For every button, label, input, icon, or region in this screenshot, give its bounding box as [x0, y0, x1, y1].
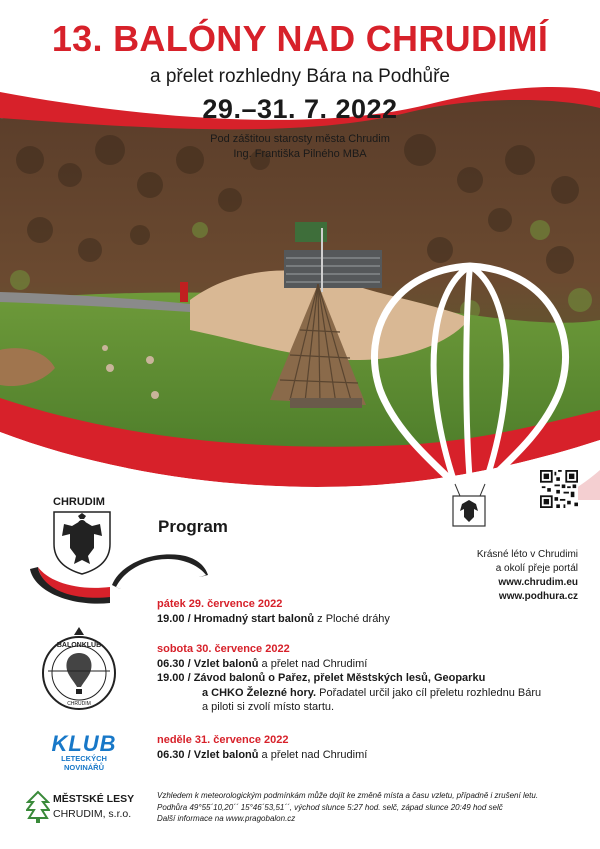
footnote — [157, 790, 587, 825]
portal-link-chrudim[interactable]: www.chrudim.eu — [498, 577, 578, 588]
patronage-line-2: Ing. Františka Pilného MBA — [233, 148, 367, 160]
swirl-decoration — [30, 545, 210, 605]
event-title: 13. BALÓNY NAD CHRUDIMÍ — [51, 18, 549, 59]
klub-logo — [48, 733, 120, 772]
footnote-line-1: Vzhledem k meteorologickým podmínkám může dojít ke změně místa a času vzletu, případně i zrušení letu. — [157, 791, 539, 800]
city-label: CHRUDIM — [53, 496, 105, 508]
patronage — [0, 132, 600, 162]
lesy-line-1: MĚSTSKÉ LESY — [53, 793, 135, 805]
portal-line-2: a okolí přeje portál — [495, 563, 578, 574]
footnote-line-3: Další informace na www.pragobalon.cz — [157, 814, 296, 823]
event-subtitle: a přelet rozhledny Bára na Podhůře — [150, 66, 450, 87]
day-title: sobota 30. července 2022 — [157, 643, 290, 655]
klub-logo-title: KLUB — [51, 731, 117, 756]
seal-subtext: CHRUDIM — [67, 701, 91, 707]
lesy-line-2: CHRUDIM, s.r.o. — [53, 808, 132, 820]
program-day-saturday — [157, 642, 541, 715]
patronage-line-1: Pod záštitou starosty města Chrudim — [210, 133, 390, 145]
event-line: 06.30 / Vzlet balonů a přelet nad Chrudimí — [157, 748, 368, 761]
balloon-club-seal-logo — [38, 625, 120, 711]
qr-code[interactable] — [540, 470, 578, 508]
tree-icon — [26, 790, 50, 824]
portal-line-1: Krásné léto v Chrudimi — [476, 549, 578, 560]
program-day-friday — [157, 597, 390, 626]
event-dates: 29.–31. 7. 2022 — [202, 94, 398, 124]
klub-logo-line-2: NOVINÁŘŮ — [63, 762, 104, 772]
event-line: 06.30 / Vzlet balonů a přelet nad Chrudimí — [157, 657, 368, 670]
program-heading: Program — [158, 517, 228, 536]
event-line: a CHKO Železné hory. Pořadatel určil jako cíl přeletu rozhlednu Báru — [202, 686, 542, 699]
portal-link-podhura[interactable]: www.podhura.cz — [498, 591, 578, 602]
event-line: a piloti si zvolí místo startu. — [202, 701, 335, 713]
portal-greeting — [477, 548, 578, 604]
event-line: 19.00 / Závod balonů o Pařez, přelet Městských lesů, Geoparku — [157, 672, 486, 684]
program-day-sunday — [157, 733, 367, 762]
klub-logo-line-1: LETECKÝCH — [61, 754, 107, 763]
day-title: neděle 31. července 2022 — [157, 734, 289, 746]
balloon-basket — [452, 495, 486, 527]
seal-text: BALONKLUB — [56, 642, 102, 649]
footnote-line-2: Podhůra 49°55´10,20´´ 15°46´53,51´´, východ slunce 5:27 hod. selč, západ slunce 20:49 hod selč — [157, 802, 503, 812]
day-title: pátek 29. července 2022 — [157, 598, 283, 610]
event-line: 19.00 / Hromadný start balonů z Ploché dráhy — [157, 612, 390, 625]
